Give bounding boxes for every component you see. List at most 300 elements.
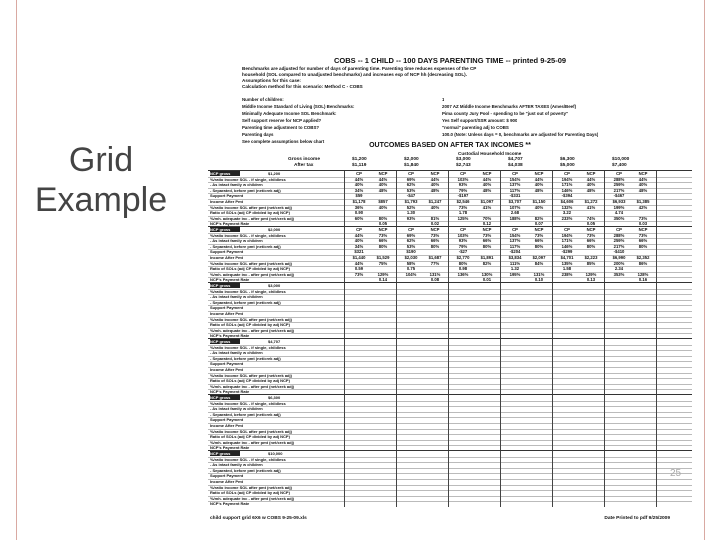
column-divider [396, 171, 397, 227]
grid-cell: 80% [430, 243, 440, 249]
row-divider [208, 468, 692, 469]
column-divider [396, 283, 397, 339]
grid-cell: 93% [458, 238, 468, 244]
grid-cell: 73% [378, 232, 388, 238]
row-label: - Separated, before pmt (net/crek adj) [210, 355, 281, 361]
grid-cell: 44% [354, 176, 364, 182]
grid-cell: 41% [482, 204, 492, 210]
column-divider [604, 283, 605, 339]
row-divider [208, 350, 692, 351]
assumption-key: Minimally Adequate Income SOL Benchmark: [242, 111, 337, 116]
grid-cell: 40% [586, 182, 596, 188]
grid-cell: 154% [509, 176, 521, 182]
grid-cell: 58% [406, 260, 416, 266]
grid-cell: $1,150 [532, 199, 546, 204]
grid-cell: NCP [482, 171, 492, 176]
grid-cell: 48% [430, 187, 440, 193]
grid-cell: 171% [561, 182, 573, 188]
grid-cell: -$410 [613, 249, 625, 255]
outcomes-title: OUTCOMES BASED ON AFTER TAX INCOMES ** [369, 142, 531, 149]
ncp-income-block [208, 450, 692, 507]
grid-cell: $1,247 [428, 199, 442, 204]
row-label: %/ratio income SOL after pmt (net/crek adj) [210, 316, 292, 322]
intro-text [242, 66, 642, 90]
column-after-tax-income: $2,743 [456, 163, 471, 168]
grid-cell: 93% [458, 182, 468, 188]
column-divider [500, 395, 501, 451]
grid-cell: CP [564, 227, 570, 232]
row-label: %/mh. adequate inc - after pmt (net/crek adj) [210, 327, 295, 333]
row-label: NCP's Payment Rate [210, 221, 250, 227]
row-label: Ratio of SOLs (adj CP divided by adj NCP) [210, 434, 290, 440]
column-divider [396, 451, 397, 507]
row-label: %/mh. adequate inc - after pmt (net/crek adj) [210, 215, 295, 221]
assumption-row [242, 96, 682, 103]
row-divider [208, 317, 692, 318]
row-label: - Separated, before pmt (net/crek adj) [210, 243, 281, 249]
grid-cell: 73% [638, 232, 648, 238]
row-label: NCP's Payment Rate [210, 333, 250, 339]
row-divider [208, 423, 692, 424]
grid-cell: 259% [613, 238, 625, 244]
document-scan [208, 56, 692, 526]
row-divider [208, 361, 692, 362]
column-divider [344, 283, 345, 339]
row-label: %/mh. adequate inc - after pmt (net/crek adj) [210, 439, 295, 445]
assumption-value: 1 [442, 97, 445, 102]
ncp-gross-amount: $3,000 [268, 283, 281, 288]
grid-cell: NCP [586, 227, 596, 232]
row-divider [208, 333, 692, 334]
grid-cell: 353% [613, 271, 625, 277]
grid-cell: $1,793 [404, 199, 418, 204]
grid-cell: 40% [482, 182, 492, 188]
grid-cell: 62% [406, 238, 416, 244]
row-divider [208, 300, 692, 301]
row-label: %/ratio income SOL - if single, childless [210, 344, 286, 350]
grid-cell: 80% [482, 243, 492, 249]
grid-cell: 41% [586, 204, 596, 210]
column-divider [448, 395, 449, 451]
grid-cell: CP [616, 227, 622, 232]
ncp-income-block [208, 226, 692, 283]
grid-cell: 131% [533, 271, 545, 277]
grid-cell: 0.01 [482, 277, 492, 283]
grid-cell: NCP [638, 171, 648, 176]
assumption-key: Middle Income Standard of Living (SOL) Benchmarks: [242, 104, 355, 109]
grid-cell: 0.90 [354, 210, 364, 216]
intro-line: Calculation method for this scenario: Method C - COBS [242, 84, 363, 89]
grid-cell: CP [408, 171, 414, 176]
row-divider [208, 501, 692, 502]
row-label: %/ratio income SOL - if single, childless [210, 456, 286, 462]
grid-cell: CP [564, 171, 570, 176]
grid-cell: 77% [430, 260, 440, 266]
grid-cell: 194% [561, 176, 573, 182]
row-label: NCP gross [210, 451, 240, 456]
grid-cell: 73% [638, 215, 648, 221]
assumption-key: Parenting time adjustment to COBS? [242, 125, 320, 130]
row-label: Support Payment [210, 473, 244, 479]
row-label: Ratio of SOLs (adj CP divided by adj NCP) [210, 322, 290, 328]
grid-cell: NCP [586, 171, 596, 176]
column-divider [656, 339, 657, 395]
grid-cell: CP [460, 171, 466, 176]
grid-cell: 40% [378, 182, 388, 188]
grid-cell: 111% [509, 260, 521, 266]
grid-cell: NCP [534, 171, 544, 176]
grid-cell: 73% [354, 271, 364, 277]
grid-cell: $190 [406, 249, 416, 255]
grid-cell: 42% [638, 204, 648, 210]
row-label: Income After Pmt [210, 311, 243, 316]
grid-cell: CP [408, 227, 414, 232]
row-label: Income After Pmt [210, 255, 243, 260]
row-label: - As intact family w children [210, 294, 263, 300]
column-after-tax-income: $7,400 [612, 163, 627, 168]
grid-cell: 44% [354, 232, 364, 238]
row-label: Support Payment [210, 361, 244, 367]
grid-cell: 1.58 [562, 266, 572, 272]
grid-cell: $1,687 [428, 255, 442, 260]
grid-cell: CP [356, 171, 362, 176]
grid-cell: 171% [561, 238, 573, 244]
grid-cell: 188% [509, 215, 521, 221]
ncp-income-block [208, 338, 692, 395]
grid-cell: 0.02 [430, 221, 440, 227]
column-divider [396, 227, 397, 283]
grid-cell: 0.13 [586, 277, 596, 283]
grid-cell: 40% [354, 182, 364, 188]
outcomes-grid [208, 157, 692, 511]
column-divider [500, 451, 501, 507]
grid-cell: 66% [482, 238, 492, 244]
grid-cell: 0.05 [586, 221, 596, 227]
ncp-gross-amount: $6,300 [268, 395, 281, 400]
after-tax-label: After tax [294, 163, 314, 168]
assumption-value: 100.0 (Note: Unless days = 0, benchmarks are adjusted for Parenting Days) [442, 132, 599, 137]
grid-cell: 200% [613, 260, 625, 266]
column-divider [500, 227, 501, 283]
row-label: Ratio of SOLs (adj CP divided by adj NCP) [210, 490, 290, 496]
grid-cell: 0.16 [638, 277, 648, 283]
grid-cell: 40% [638, 182, 648, 188]
grid-cell: $1,178 [352, 199, 366, 204]
row-divider [208, 367, 692, 368]
grid-cell: $3,707 [508, 199, 522, 204]
grid-cell: 104% [405, 271, 417, 277]
row-label: Income After Pmt [210, 199, 243, 204]
column-divider [604, 227, 605, 283]
row-label: NCP's Payment Rate [210, 389, 250, 395]
column-gross-income: $4,707 [508, 157, 523, 162]
grid-cell: $1,529 [376, 255, 390, 260]
column-divider [500, 339, 501, 395]
grid-cell: 154% [509, 232, 521, 238]
column-divider [552, 283, 553, 339]
grid-cell: 288% [613, 232, 625, 238]
assumption-row [242, 131, 682, 138]
grid-cell: 80% [458, 260, 468, 266]
grid-cell: 129% [585, 271, 597, 277]
row-label: NCP's Payment Rate [210, 501, 250, 507]
grid-cell: 195% [509, 271, 521, 277]
grid-cell: 82% [534, 215, 544, 221]
grid-cell: CP [356, 227, 362, 232]
row-label: Support Payment [210, 305, 244, 311]
grid-cell: 2.68 [510, 210, 520, 216]
slide-title: Grid Example [34, 141, 168, 219]
grid-cell: 82% [482, 260, 492, 266]
row-label: %/mh. adequate inc - after pmt (net/crek adj) [210, 271, 295, 277]
column-after-tax-income: $1,119 [352, 163, 367, 168]
row-label: - As intact family w children [210, 238, 263, 244]
grid-cell: $3,834 [508, 255, 522, 260]
column-divider [344, 395, 345, 451]
grid-cell: 48% [534, 187, 544, 193]
row-divider [208, 277, 692, 278]
assumption-value: Pima county Jury Pool - spending to be "just out of poverty" [442, 111, 569, 116]
grid-cell: 66% [638, 238, 648, 244]
row-divider [208, 479, 692, 480]
column-divider [448, 227, 449, 283]
grid-cell: 60% [354, 215, 364, 221]
grid-cell: 93% [406, 215, 416, 221]
grid-cell: 128% [637, 271, 649, 277]
grid-cell: 44% [482, 176, 492, 182]
grid-cell: 132% [561, 204, 573, 210]
row-divider [208, 373, 692, 374]
grid-cell: 0.10 [534, 277, 544, 283]
row-divider [208, 434, 692, 435]
row-label: %/mh. adequate inc - after pmt (net/crek adj) [210, 383, 295, 389]
grid-cell: 81% [430, 215, 440, 221]
grid-cell: 34% [354, 243, 364, 249]
row-divider [208, 328, 692, 329]
column-divider [500, 171, 501, 227]
row-divider [208, 356, 692, 357]
assumptions-list [242, 96, 682, 145]
grid-cell: $59 [355, 193, 363, 199]
grid-cell: $6,990 [612, 255, 626, 260]
row-divider [208, 429, 692, 430]
grid-cell: $1,385 [636, 199, 650, 204]
grid-cell: $1,440 [352, 255, 366, 260]
row-divider [208, 462, 692, 463]
grid-cell: 66% [586, 238, 596, 244]
row-divider [208, 345, 692, 346]
grid-cell: 0.05 [378, 221, 388, 227]
ncp-income-block [208, 282, 692, 339]
grid-cell: 73% [430, 232, 440, 238]
row-label: %/ratio income SOL after pmt (net/crek adj) [210, 428, 292, 434]
grid-cell: $857 [378, 199, 388, 204]
grid-cell: 79% [458, 187, 468, 193]
grid-cell: 80% [378, 215, 388, 221]
row-label: %/ratio income SOL after pmt (net/crek adj) [210, 260, 292, 266]
intro-line: Assumptions for this case: [242, 78, 301, 83]
grid-cell: 0.75 [406, 266, 416, 272]
column-divider [344, 171, 345, 227]
grid-cell: 2.34 [614, 266, 624, 272]
ncp-gross-amount: $1,200 [268, 171, 281, 176]
column-divider [396, 395, 397, 451]
grid-cell: $2,546 [456, 199, 470, 204]
grid-cell: $4,701 [560, 255, 574, 260]
row-divider [208, 378, 692, 379]
grid-cell: 44% [354, 260, 364, 266]
grid-cell: 44% [586, 176, 596, 182]
footer-filename: child support grid 6X6 w COBS 9-25-09.xls [210, 516, 307, 521]
row-divider [208, 496, 692, 497]
grid-cell: 137% [509, 238, 521, 244]
column-divider [604, 339, 605, 395]
row-divider [208, 406, 692, 407]
grid-cell: 103% [457, 176, 469, 182]
row-divider [208, 384, 692, 385]
grid-cell: 0.59 [354, 266, 364, 272]
column-gross-income: $1,200 [352, 157, 367, 162]
row-divider [208, 473, 692, 474]
column-divider [344, 339, 345, 395]
grid-cell: CP [512, 171, 518, 176]
grid-cell: 136% [457, 271, 469, 277]
assumption-value: 2007 AZ Middle Income Benchmarks AFTER TAXES (Ames/Beef) [442, 104, 577, 109]
row-label: NCP gross [210, 339, 240, 344]
assumption-key: See complete assumptions below chart [242, 139, 325, 144]
grid-cell: 288% [613, 176, 625, 182]
assumption-value: Yes Self support/SSR amount: $ 900 [442, 118, 518, 123]
grid-cell: 129% [377, 271, 389, 277]
grid-cell: $2,770 [456, 255, 470, 260]
page-number: 25 [670, 468, 682, 479]
column-after-tax-income: $4,038 [508, 163, 523, 168]
left-border-rule [16, 0, 17, 540]
grid-cell: 66% [378, 238, 388, 244]
column-divider [448, 171, 449, 227]
grid-cell: CP [616, 171, 622, 176]
grid-cell: 4.74 [614, 210, 624, 216]
row-label: NCP gross [210, 227, 240, 232]
row-divider [208, 221, 692, 222]
grid-cell: -$204 [509, 249, 521, 255]
grid-cell: 69% [406, 232, 416, 238]
row-label: %/ratio income SOL after pmt (net/crek adj) [210, 484, 292, 490]
row-label: NCP gross [210, 171, 240, 176]
column-gross-income: $6,300 [560, 157, 575, 162]
row-label: Income After Pmt [210, 367, 243, 372]
grid-cell: $321 [354, 249, 364, 255]
row-label: NCP's Payment Rate [210, 445, 250, 451]
gross-income-label: Gross income [288, 157, 320, 162]
ncp-gross-amount: $2,000 [268, 227, 281, 232]
row-label: Ratio of SOLs (adj CP divided by adj NCP) [210, 210, 290, 216]
grid-cell: $1,272 [584, 199, 598, 204]
row-divider [208, 389, 692, 390]
row-divider [208, 490, 692, 491]
ncp-income-block [208, 394, 692, 451]
grid-cell: 3.22 [562, 210, 572, 216]
column-divider [448, 283, 449, 339]
column-gross-income: $3,000 [456, 157, 471, 162]
grid-cell: 107% [509, 204, 521, 210]
assumption-row [242, 124, 682, 131]
column-divider [344, 451, 345, 507]
assumption-key: Parenting days [242, 132, 274, 137]
assumption-row [242, 117, 682, 124]
grid-cell: 66% [534, 238, 544, 244]
grid-cell: 34% [354, 187, 364, 193]
row-label: %/ratio income SOL after pmt (net/crek adj) [210, 204, 292, 210]
grid-cell: 80% [534, 243, 544, 249]
grid-cell: 103% [457, 232, 469, 238]
row-label: Support Payment [210, 249, 244, 255]
column-divider [552, 171, 553, 227]
grid-cell: 84% [534, 260, 544, 266]
grid-cell: 79% [458, 243, 468, 249]
row-divider [208, 289, 692, 290]
column-divider [656, 171, 657, 227]
row-label: %/ratio income SOL - if single, childless [210, 176, 286, 182]
row-label: - Separated, before pmt (net/crek adj) [210, 411, 281, 417]
grid-cell: NCP [638, 227, 648, 232]
grid-cell: NCP [430, 171, 440, 176]
intro-line: Benchmarks are adjusted for number of days of parenting time. Parenting time reduces expenses of the CP [242, 66, 477, 71]
column-divider [604, 395, 605, 451]
grid-cell: -$47 [406, 193, 416, 199]
row-label: %/ratio income SOL - if single, childless [210, 232, 286, 238]
row-label: - Separated, before pmt (net/crek adj) [210, 187, 281, 193]
row-label: - Separated, before pmt (net/crek adj) [210, 299, 281, 305]
grid-cell: 74% [586, 215, 596, 221]
assumption-row [242, 103, 682, 110]
grid-cell: -$331 [509, 193, 521, 199]
row-label: Ratio of SOLs (adj CP divided by adj NCP) [210, 378, 290, 384]
grid-cell: 40% [430, 182, 440, 188]
row-divider [208, 412, 692, 413]
intro-line: household (SOL compared to unadjusted benchmarks) and increases exp of NCP hh (decreasing SOL). [242, 72, 467, 77]
grid-cell: 40% [534, 182, 544, 188]
grid-cell: 0.07 [534, 221, 544, 227]
grid-cell: 48% [378, 187, 388, 193]
column-divider [656, 283, 657, 339]
grid-cell: 44% [638, 176, 648, 182]
grid-cell: NCP [430, 227, 440, 232]
grid-cell: 135% [561, 260, 573, 266]
grid-cell: 146% [561, 187, 573, 193]
row-label: NCP gross [210, 283, 240, 288]
row-label: - Separated, before pmt (net/crek adj) [210, 467, 281, 473]
column-divider [448, 451, 449, 507]
grid-cell: NCP [378, 227, 388, 232]
assumption-row [242, 110, 682, 117]
column-divider [500, 283, 501, 339]
grid-cell: 53% [406, 243, 416, 249]
grid-cell: $2,352 [636, 255, 650, 260]
column-gross-income: $10,000 [612, 157, 630, 162]
grid-cell: 52% [406, 204, 416, 210]
assumption-value: "normal" parenting adj to COBS [442, 125, 509, 130]
grid-cell: NCP [482, 227, 492, 232]
assumption-key: Number of children: [242, 97, 284, 102]
ncp-gross-amount: $4,707 [268, 339, 281, 344]
column-divider [396, 339, 397, 395]
grid-cell: 80% [586, 243, 596, 249]
grid-cell: 1.30 [406, 210, 416, 216]
grid-cell: NCP [378, 171, 388, 176]
row-label: NCP gross [210, 395, 240, 400]
grid-cell: $2,030 [404, 255, 418, 260]
